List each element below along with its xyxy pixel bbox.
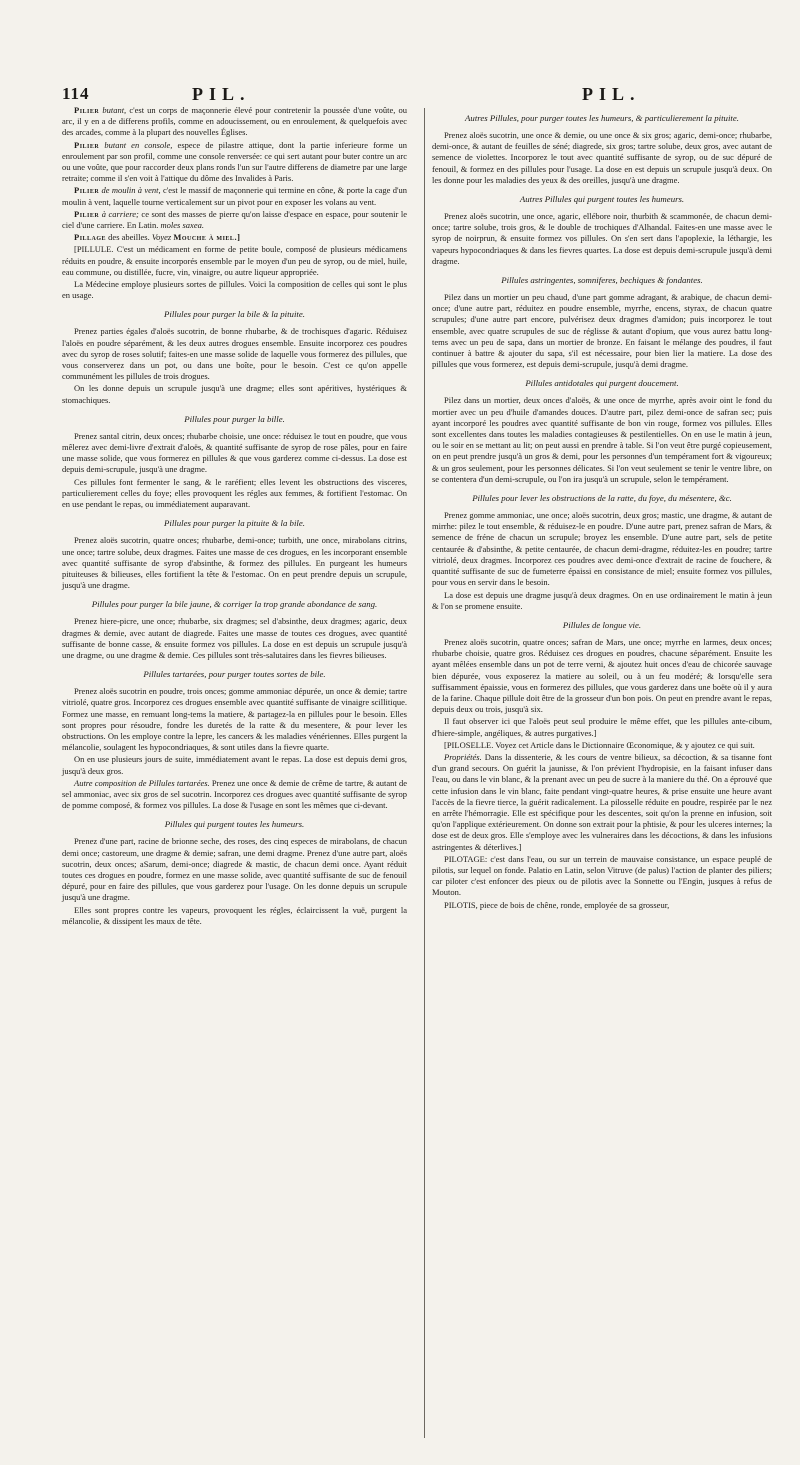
paragraph: Prenez aloës sucotrin, une once, agaric, ellébore noir, thurbith & scammonée, de chacun demi-once; tartre solube, trois gros, & le double de trochiques d'Alhandal. Faites-en une masse avec le syrop de noirprun, & ensuite formez vos pillules. On s'en sert dans l'apoplexie, la léthargie, les vapeurs hypocondriaques & dans les fievres quartes. La dose est depuis demi-scrupule jusqu'à demi dragme.: [432, 211, 772, 266]
section-heading: Pillules pour purger la bille.: [184, 413, 285, 424]
paragraph: Prenez aloës sucotrin, quatre onces; safran de Mars, une once; myrrhe en larmes, deux onces; rhubarbe choisie, quatre gros. Réduisez ces drogues en poudres, chacune séparément. Ensuite les ayant mêlées ensemble dans un pot de terre verni, & ajoutez huit onces d'eau de chicorée sauvage bien dépurée, vous exposerez la matiere au soleil, ou à un feu modéré; & lorsqu'elle sera suffisamment épaissie, vous en formerez des pillules, que vous garderez dans une boëte où il y aura de la farine. Chaque pillule doit être de la grosseur d'un bon pois. On peut en prendre avant le repas, depuis deux ou trois, jusqu'à six.: [432, 636, 773, 715]
column-divider: [424, 108, 425, 1438]
running-head-left: PIL.: [192, 84, 251, 104]
section-heading: Autres Pillules qui purgent toutes les humeurs.: [519, 194, 685, 205]
section-heading: Pillules pour purger la bile & la pituite.: [164, 309, 305, 320]
section-heading: Pillules qui purgent toutes les humeurs.: [164, 819, 305, 830]
paragraph: Elles sont propres contre les vapeurs, provoquent les régles, éclaircissent la vuë, purgent la mélancolie, & dissipent les maux de tête.: [62, 904, 407, 926]
paragraph: Prenez d'une part, racine de brionne seche, des roses, des cinq especes de mirabolans, de chacun demi once; castoreum, une dragme & demie; safran, une demi dragme. Prenez d'une autre part, aloës sucotrin, deux onces; aSarum, demi-once; diagrede & mastic, de chacun demi once. Ayant réduit toutes ces drogues en poudre, formez en une masse solide, avec quantité suffisante de suc de fenouil dépuré, pour en faire des pillules, que vous garderez pour l'usage. On les donne depuis un scrupule jusqu'à une dragme.: [62, 836, 407, 903]
right-column: [432, 105, 772, 912]
entry-pillule: [PILLULE. C'est un médicament en forme de petite boule, composé de plusieurs médicamens réduits en poudre, & ensuite incorporés ensemble par le moyen d'un peu de syrop, ou de miel, huile, eau commune, ou distillée, fucre, vin, vinaigre, ou autre liqueur appropriée.: [62, 244, 407, 277]
left-column: [62, 105, 407, 928]
paragraph: Prenez aloës sucotrin en poudre, trois onces; gomme ammoniac dépurée, un once & demie; tartre vitriolé, quatre gros. Incorporez ces drogues ensemble avec quantité suffisante de vinaigre scillitique. Formez une masse, en remuant long-tems la matiere, & partagez-la en pillules pour le besoin. Elles sont propres pour résoudre, fondre les duretés de la ratte & du mesentere, & pour lever les obstructions. On les employe contre la lepre, les cancers & les maladies vénériennes. Elles purgent la mélancolie, soulagent les hypocondriaques, & sont utiles dans la fievre quarte.: [62, 686, 407, 753]
paragraph: Prenez gomme ammoniac, une once; aloës sucotrin, deux gros; mastic, une dragme, & autant de mirrhe: pilez le tout ensemble, & réduisez-le en poudre. D'une autre part, prenez safran de Mars, & semence de fréne de chacun un scrupule; broyez les ensemble. D'une autre part, sels de petite centaurée & d'absinthe, & petite centaurée, de chacun demi-dragme, réduitez-les en poudre; tartre vitriolé, deux dragmes. Incorporez ces poudres avec demi-once d'extrait de racine de fouchere, & quantité suffisante de suc de fumeterre épaissi en consistance de miel; ensuite formez vos pillules, pour vous en servir dans le besoin.: [432, 510, 772, 588]
paragraph: On en use plusieurs jours de suite, immédiatement avant le repas. La dose est depuis demi gros, jusqu'à deux gros.: [62, 754, 407, 776]
entry-pilotage: PILOTAGE: c'est dans l'eau, ou sur un terrein de mauvaise consistance, un espace peuplé de pilotis, sur lequel on fonde. Palatio en Latin, selon Vitruve (de palus) l'action de planter des piliers; car piloter c'est enfoncer des pieux ou de pilotis avec la Sonnette ou l'Engin, jusques à refus de Mouton.: [432, 853, 772, 898]
paragraph: La dose est depuis une dragme jusqu'à deux dragmes. On en use ordinairement le matin à jeun & l'on se promene ensuite.: [432, 589, 772, 611]
paragraph: Ces pillules font fermenter le sang, & le raréfient; elles levent les obstructions des visceres, particulierement celles du foye; elles provoquent les régles aux femmes, & fortifient l'estomac. On en use pendant le repas, ou immédiatement auparavant.: [62, 476, 407, 510]
entry-pilier-console: Pilier butant en console, espece de pilastre attique, dont la partie inferieure forme un enroulement par son profil, comme une console renversée: ce qui sert autant pour buter contre un arc ou une voûte, que pour raccorder deux plans ronds l'un sur l'autre differens de diametre par une large retraite; comme il s'en voit à l'attique du dôme des Invalides à Paris.: [62, 139, 408, 184]
paragraph: Autre composition de Pillules tartarées. Prenez une once & demie de crême de tartre, & autant de sel ammoniac, avec six gros de sel sucotrin. Incorporez ces drogues avec quantité suffisante de syrop de pomme composé, & formez vos pillules. La dose & l'usage en sont les mêmes que ci-devant.: [62, 777, 408, 811]
entry-piloselle: [PILOSELLE. Voyez cet Article dans le Dictionnaire Œconomique, & y ajoutez ce qui suit.: [444, 739, 755, 750]
section-heading: Pillules antidotales qui purgent doucement.: [525, 378, 679, 389]
paragraph: Prenez santal citrin, deux onces; rhubarbe choisie, une once: réduisez le tout en poudre, que vous mêlerez avec demi-livre d'extrait d'aloës, & quantité suffisante de syrop de rose pâles, pour en faire une masse solide, que vous formerez en pillules & que vous garderez comme ci-dessus. La dose est depuis demi-scrupule, jusqu'à une dragme.: [62, 430, 407, 475]
section-heading: Pillules pour lever les obstructions de la ratte, du foye, du mésentere, &c.: [472, 493, 732, 504]
running-head-right: PIL.: [582, 84, 641, 104]
paragraph: Pilez dans un mortier un peu chaud, d'une part gomme adragant, & arabique, de chacun demi-once; d'une autre part, réduitez en poudre ensemble, myrrhe, encens, styrax, de chacun quatre scrupules; d'une autre part encore, pulvérisez deux dragmes d'amidon; puis incorporez le tout ensemble, avec quatre scrupules de suc de réglisse & autant d'opium, que vous aurez battu long-tems avec un peu de sapa, dans un mortier de bronze. En faisant le mélange des poudres, il faut continuer à battre & ajouter du sapa, s'il est nécessaire, pour bien lier la matiere. La dose des pillules que vous formerez, est depuis demi-scrupule, jusqu'à demi dragme.: [432, 292, 772, 370]
entry-pillage: Pillage des abeilles. Voyez Mouche à miel.]: [74, 232, 241, 243]
paragraph: Propriétés. Dans la dissenterie, & les cours de ventre bilieux, sa décoction, & sa tisanne font d'un grand secours. On guérit la jaunisse, & l'on prévient l'hydropisie, en la faisant infuser dans l'eau, ou dans le vin blanc, & la prenant avec un peu de sucre à la maniere du thé. On a éprouvé que cette infusion dans le vin blanc, faite pendant vingt-quatre heures, & prise ensuite une heure avant l'accès de la fievre tierce, la guérit radicalement. La pilosselle réduite en poudre, respirée par le nez en arrête l'hémorragie. Elle est spécifique pour les descentes, soit qu'on la prenne en infusion, soit qu'on l'applique extérieurement. On donne son extrait pour la phtisie, & pour les ulceres internes; la dose est de deux gros. Elle s'employe avec les vulneraires dans les décoctions, & dans les infusions astringentes & déterlives.]: [432, 751, 773, 852]
paragraph: Prenez aloës sucotrin, une once & demie, ou une once & six gros; agaric, demi-once; rhubarbe, demi-once, & autant de feuilles de séné; diagrede, six gros; tartre solube, deux gros, avec autant de semence de violettes. Incorporez le tout avec quantité suffisante de syrop, ou de suc dépuré de fenouil, & formez en des pillules pour l'usage. La dose en est depuis un scrupule jusqu'à deux. On les donne pour les maladies des yeux & des oreilles, jusqu'à une dragme.: [432, 130, 772, 185]
section-heading: Pillules pour purger la bile jaune, & corriger la trop grande abondance de sang.: [91, 599, 378, 610]
section-heading: Pillules de longue vie.: [562, 619, 642, 630]
section-heading: Autres Pillules, pour purger toutes les humeurs, & particulierement la pituite.: [465, 113, 739, 123]
paragraph: Prenez hiere-picre, une once; rhubarbe, six dragmes; sel d'absinthe, deux dragmes; agaric, deux dragmes & demie, avec autant de diagrede. Faites une masse de toutes ces drogues, avec quantité suffisante de bonne casse, & ensuite formez vos pillules. La dose en est depuis un scrupule jusqu'à une dragme, ou une dragme & demie. Ces pillules sont très-salutaires dans les fievres bilieuses.: [62, 616, 407, 660]
entry-pilier-carriere: Pilier à carriere; ce sont des masses de pierre qu'on laisse d'espace en espace, pour soutenir le ciel d'une carriere. En Latin. moles saxea.: [62, 208, 407, 231]
paragraph: Prenez parties égales d'aloës sucotrin, de bonne rhubarbe, & de trochisques d'agaric. Réduisez l'aloës en poudre séparément, & les deux autres drogues ensemble. Ensuite incorporez ces poudres avec du syrop de roses solutif; faites-en une masse solide de laquelle vous formerez des pillules, que vous conserverez dans un pot, ou dans une boîte, pour le besoin. C'est ce qu'on appelle communément les pillules de trois drogues.: [62, 326, 407, 382]
section-heading: Pillules astringentes, somniferes, bechiques & fondantes.: [501, 275, 703, 286]
section-heading: Pillules tartarées, pour purger toutes sortes de bile.: [143, 669, 326, 680]
entry-pilier-moulin: Pilier de moulin à vent, c'est le massif de maçonnerie qui termine en cône, & porte la cage d'un moulin à vent, laquelle tourne verticalement sur un pivot pour en exposer les volans au vent.: [62, 185, 408, 207]
entry-pilotis: PILOTIS, piece de bois de chêne, ronde, employée de sa grosseur,: [444, 899, 670, 910]
paragraph: Pilez dans un mortier, deux onces d'aloës, & une once de myrrhe, après avoir oint le fond du mortier avec un peu d'huile d'amandes douces. D'autre part, pilez demi-once de safran sec; puis ayant incorporé les poudres avec quantité suffisante de bon vin rouge, formez vos pillules. Elles sont excellentes dans toutes les maladies contagieuses & pestilentielles. On en use le matin à jeun, ou le soir en se mettant au lit; on peut aussi en prendre à table. Si l'on veut être purgé copieusement, on en peut prendre jusqu'à un gros & demi, pour les personnes d'un tempérament fort & vigoureux; & un gros seulement, pour les personnes délicates. Si l'on veut seulement se tenir le ventre libre, on se contentera d'un demi-scrupule, ou l'on ira jusqu'à un scrupule, selon le tempérament.: [432, 395, 772, 484]
page-number: 114: [62, 84, 90, 103]
paragraph: Il faut observer ici que l'aloës peut seul produire le même effet, que les pillules ante-cibum, d'hiere-simple, angéliques, & autres purgatives.]: [432, 716, 772, 738]
paragraph: Prenez aloës sucotrin, quatre onces; rhubarbe, demi-once; turbith, une once, mirabolans citrins, une once; tartre solube, deux dragmes. Faites une masse de ces drogues, en les incorporant ensemble avec quantité suffisante de syrop d'absinthe, & formez des pillules. En purgeant les humeurs pituiteuses & bilieuses, elles fortifient la tête & l'estomac. On en peut prendre depuis un scrupule, jusqu'à une dragme.: [62, 535, 407, 591]
paragraph: On les donne depuis un scrupule jusqu'à une dragme; elles sont apéritives, hystériques & stomachiques.: [62, 383, 407, 405]
entry-pilier-butant: Pilier butant, c'est un corps de maçonnerie élevé pour contretenir la poussée d'une voûte, ou arc, il y en a de differens profils, comme en adoucissement, ou en enroulement, & quelquefois avec des arcades, comme à la plupart des nouvelles Églises.: [62, 105, 408, 138]
section-heading: Pillules pour purger la pituite & la bile.: [164, 518, 305, 529]
paragraph: La Médecine employe plusieurs sortes de pillules. Voici la composition de celles qui sont le plus en usage.: [62, 279, 407, 301]
